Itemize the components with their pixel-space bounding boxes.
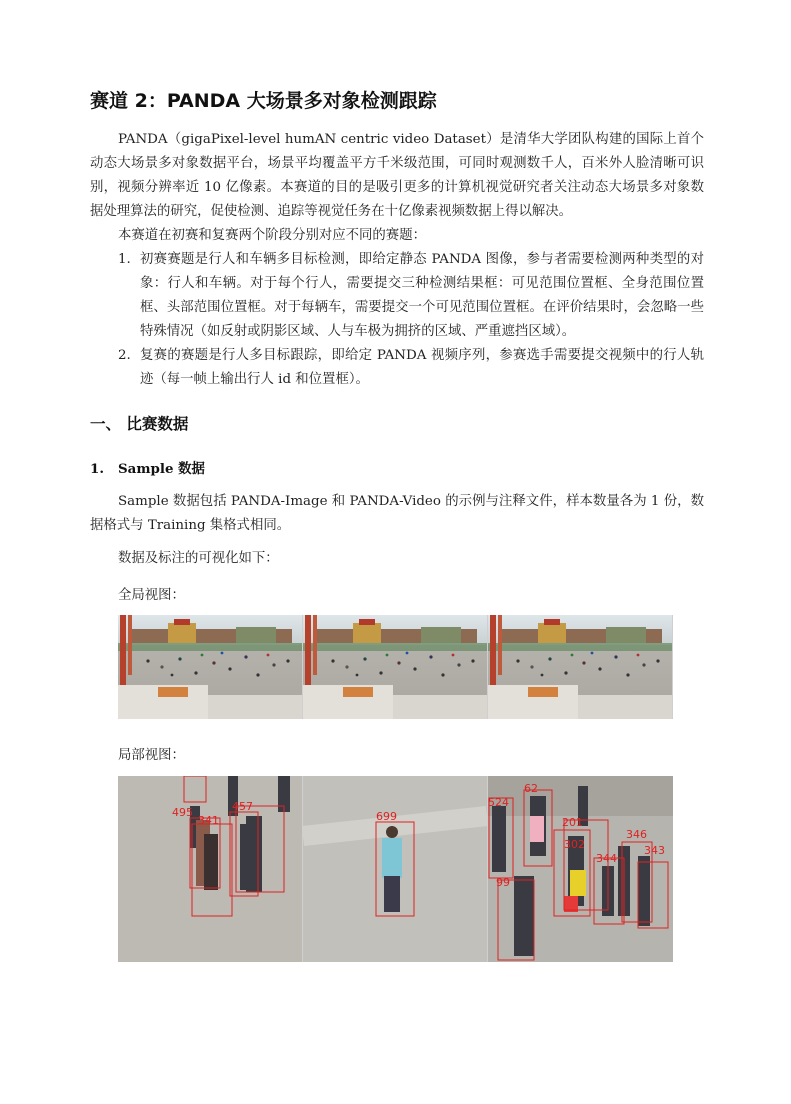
subsection-label: Sample 数据 — [118, 461, 205, 477]
box-label: 344 — [596, 852, 617, 865]
local-view-illustration — [118, 776, 673, 962]
section-heading: 一、 比赛数据 — [90, 415, 189, 433]
box-label: 201 — [562, 816, 583, 829]
box-label: 62 — [524, 782, 538, 795]
local-view-label: 局部视图： — [118, 748, 185, 763]
list-item — [90, 344, 704, 392]
box-label: 343 — [644, 844, 665, 857]
intro-paragraph: PANDA（gigaPixel-level humAN centric video Dataset）是清华大学团队构建的国际上首个动态大场景多对象数据平台，场景平均覆盖平方千米级范围，可同时观测数千人，百米外人脸清晰可识别，视频分辨率近 10 亿像素。本赛道的目的是吸引更多的计算机视觉研究者关注动态大场景多对象数据处理算法的研究，促使检测、追踪等视觉任务在十亿像素视频数据上得以解决。 — [90, 132, 704, 219]
box-label: 99 — [496, 876, 510, 889]
local-view-image — [118, 776, 673, 962]
list-text: 复赛的赛题是行人多目标跟踪，即给定 PANDA 视频序列，参赛选手需要提交视频中的行人轨迹（每一帧上输出行人 id 和位置框）。 — [140, 348, 704, 387]
box-label: 524 — [488, 796, 509, 809]
subsection-heading — [90, 458, 205, 477]
box-label: 341 — [198, 814, 219, 827]
global-view-label: 全局视图： — [118, 588, 185, 603]
list-number: 2. — [118, 348, 131, 363]
list-text: 初赛赛题是行人和车辆多目标检测，即给定静态 PANDA 图像，参与者需要检测两种类型的对象：行人和车辆。对于每个行人，需要提交三种检测结果框：可见范围位置框、全身范围位置框、头部范围位置框。对于每辆车，需要提交一个可见范围位置框。在评价结果时，会忽略一些特殊情况（如反射或阴影区域、人与车极为拥挤的区域、严重遮挡区域）。 — [140, 252, 704, 339]
global-view-image — [118, 615, 673, 719]
subsection-number: 1. — [90, 461, 104, 477]
viz-caption: 数据及标注的可视化如下： — [118, 551, 279, 566]
box-label: 302 — [564, 838, 585, 851]
list-item — [90, 248, 704, 344]
box-label: 346 — [626, 828, 647, 841]
sample-paragraph: Sample 数据包括 PANDA-Image 和 PANDA-Video 的示例与注释文件，样本数量各为 1 份，数据格式与 Training 集格式相同。 — [90, 494, 704, 533]
track-title: 赛道 2：PANDA 大场景多对象检测跟踪 — [90, 90, 437, 112]
global-view-illustration — [118, 615, 673, 719]
stages-intro: 本赛道在初赛和复赛两个阶段分别对应不同的赛题： — [118, 228, 426, 243]
box-label: 699 — [376, 810, 397, 823]
stage-list — [90, 248, 704, 392]
box-label: 457 — [232, 800, 253, 813]
box-label: 495 — [172, 806, 193, 819]
list-number: 1. — [118, 252, 131, 267]
